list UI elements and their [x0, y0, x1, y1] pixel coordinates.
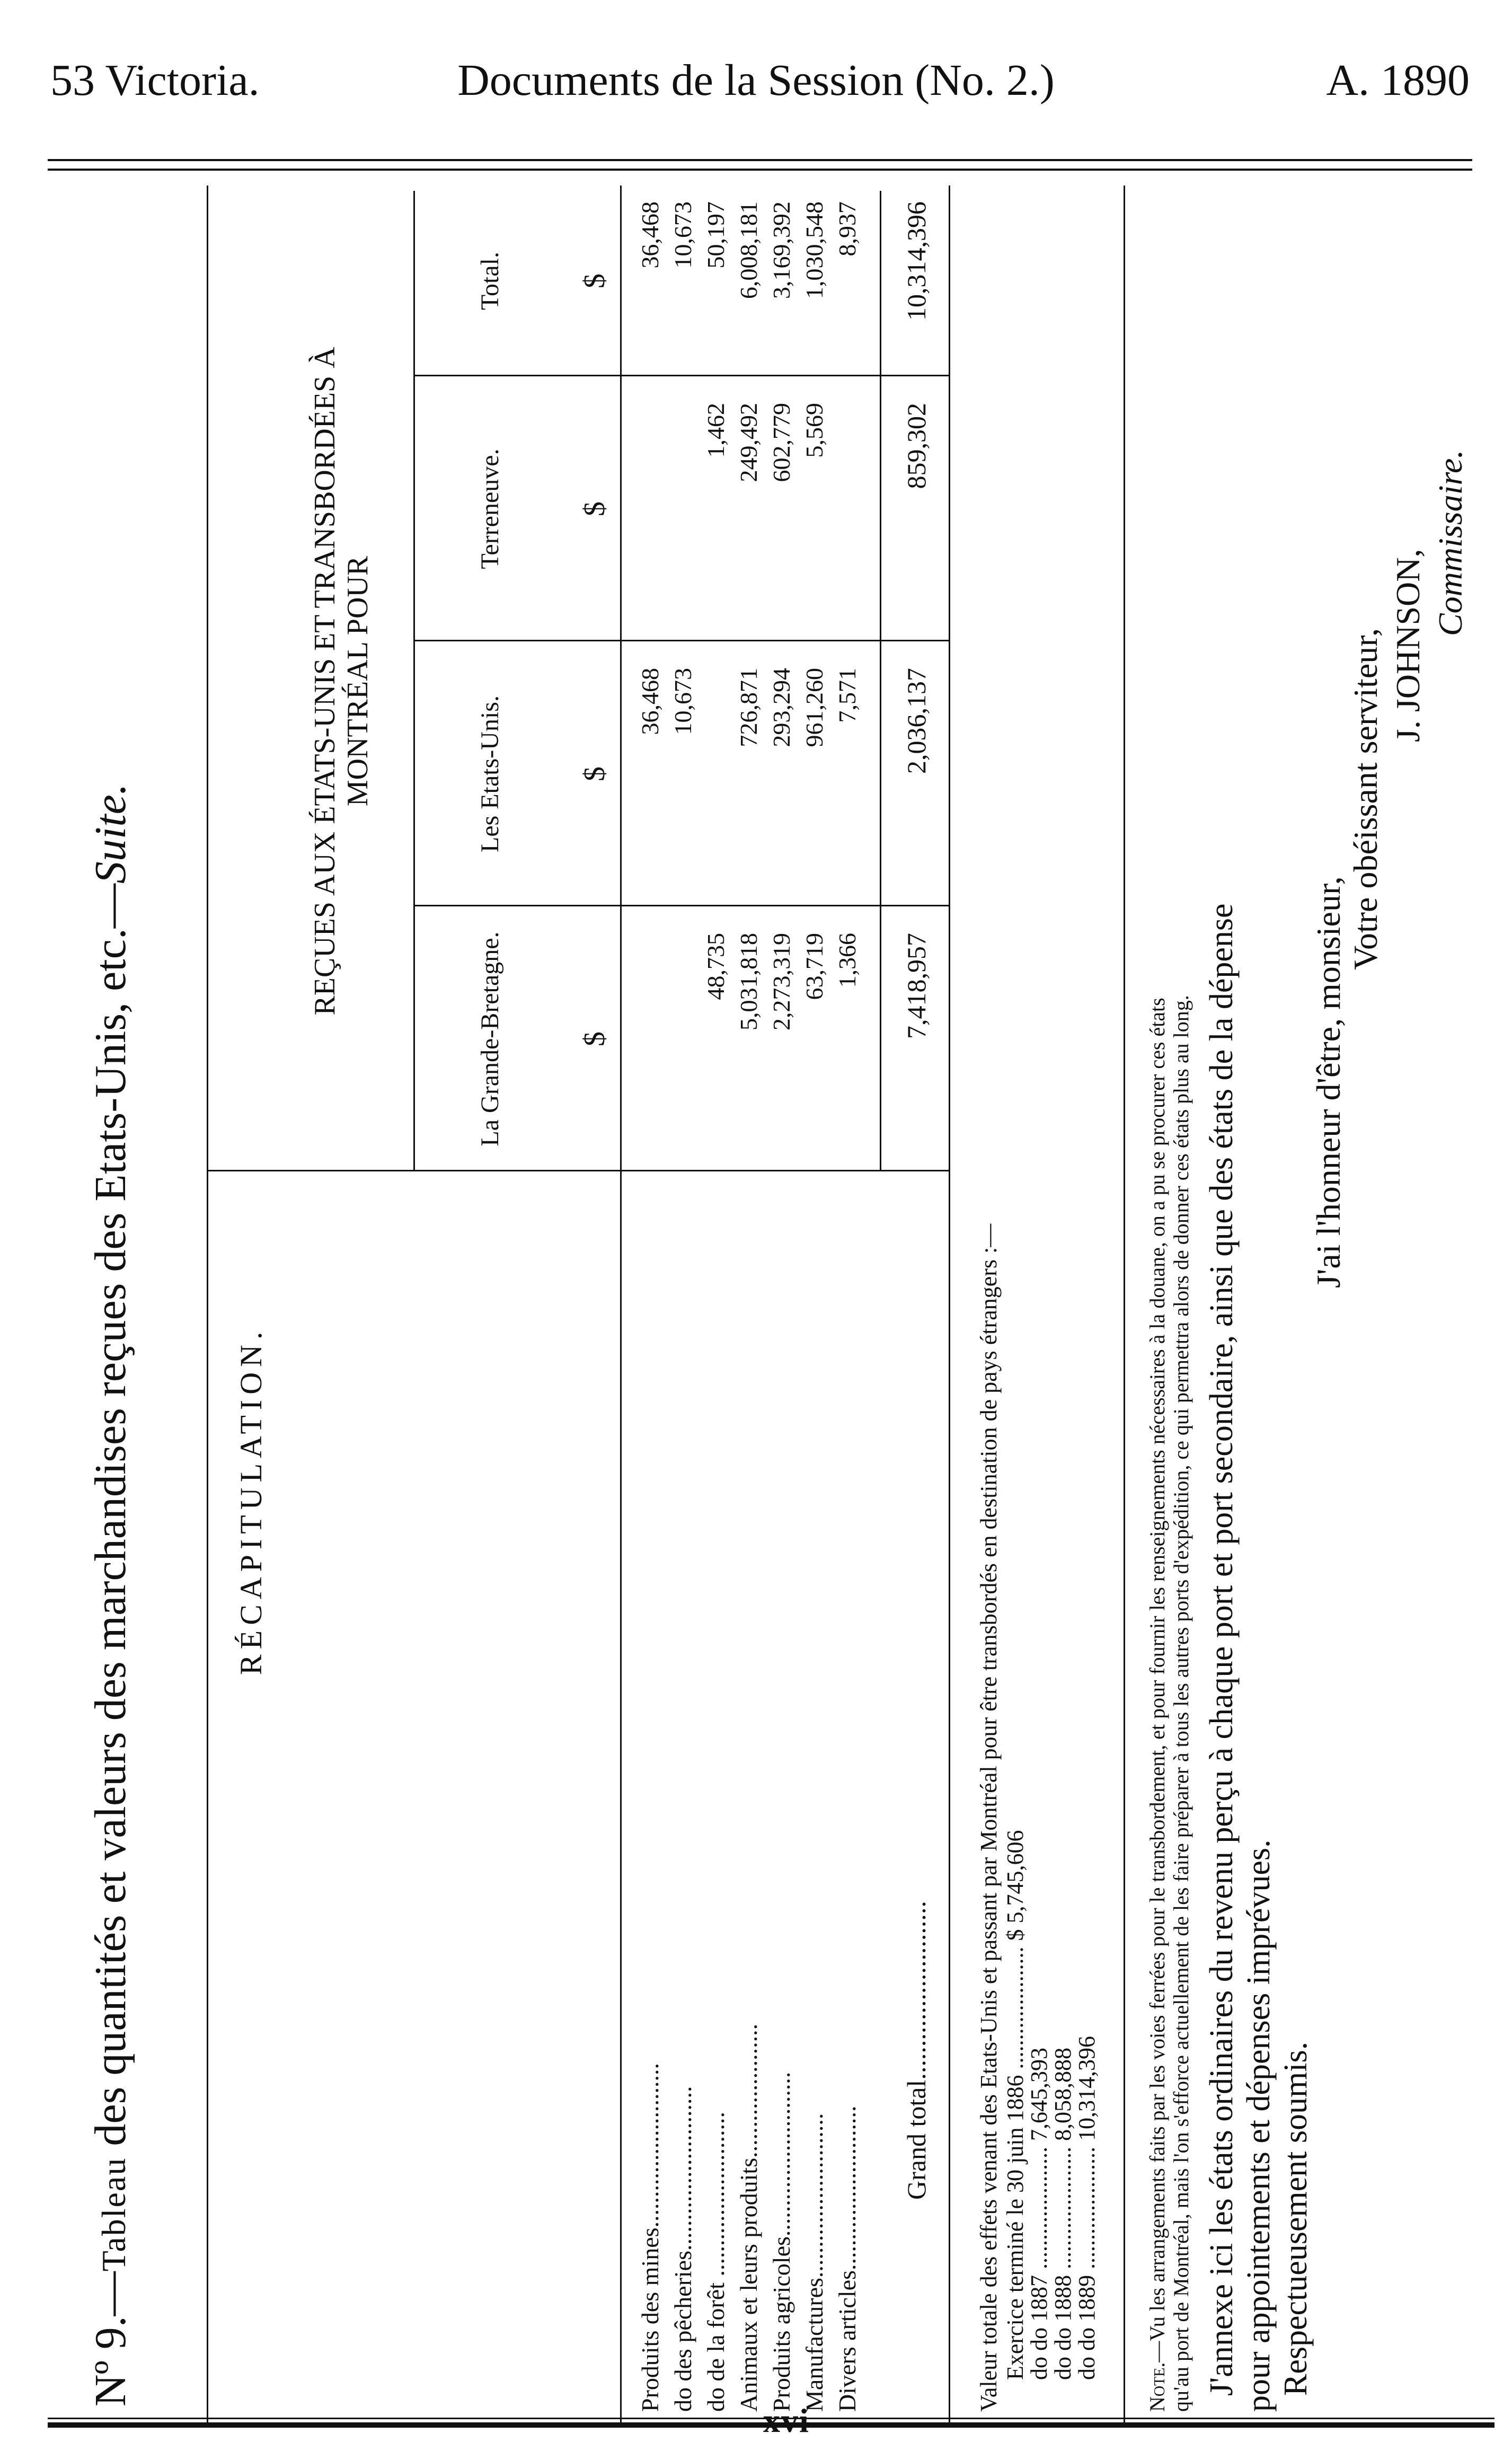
cell-gb: 5,031,818 [735, 933, 762, 1030]
group-header-line2: MONTRÉAL POUR [341, 556, 374, 807]
currency-us: $ [578, 766, 611, 781]
annex-line-1: J'annexe ici les états ordinaires du revenu perçu à chaque port et port secondaire, ainsi que des états de la dépense [1204, 903, 1240, 2396]
annex-line-2: pour appointements et dépenses imprévues. [1241, 1839, 1277, 2412]
summary-label: do do 1887 ..................... [1026, 2147, 1052, 2380]
summary-line-1888 [1049, 2048, 1076, 2380]
row-label: Animaux et leurs produits...................... [735, 2023, 762, 2412]
cell-total: 8,937 [834, 201, 861, 257]
row-label: do des pêcheries........................... [669, 2086, 696, 2412]
cell-us: 293,294 [768, 668, 795, 747]
summary-label: do do 1888 ..................... [1050, 2147, 1076, 2380]
cell-total: 3,169,392 [768, 201, 795, 299]
row-label: Produits agricoles........................... [768, 2071, 795, 2412]
summary-line-1887 [1025, 2048, 1053, 2380]
cell-gb: 2,273,319 [768, 933, 795, 1030]
cell-nf: 5,569 [801, 403, 828, 458]
column-header-nf: Terreneuve. [476, 448, 505, 569]
cell-total: 10,673 [669, 201, 696, 269]
column-header-us: Les Etats-Unis. [476, 695, 505, 852]
cell-nf: 249,492 [735, 403, 762, 482]
note-line-1 [1145, 998, 1170, 2412]
column-header-gb: La Grande-Bretagne. [476, 931, 505, 1147]
table-rule-bottom [949, 186, 950, 2428]
closing-salutation: J'ai l'honneur d'être, monsieur, [1310, 876, 1347, 1288]
title-prefix: Nº 9.— [86, 2271, 135, 2406]
col-rule-us [413, 640, 949, 641]
summary-value: 8,058,888 [1050, 2048, 1076, 2141]
subtotal-rule [880, 191, 881, 1171]
summary-line-1889 [1073, 2036, 1100, 2380]
cell-total: 1,030,548 [801, 201, 828, 299]
cell-gb: 1,366 [834, 933, 861, 988]
group-header-rule [413, 191, 415, 1171]
table-rule-top [207, 186, 208, 2428]
title-main: des quantités et valeurs des marchandises reçues des Etats-Unis, etc.— [86, 884, 135, 2157]
grand-total-label: Grand total........................... [901, 1901, 931, 2200]
cell-total: 6,008,181 [735, 201, 762, 299]
row-label: Divers articles........................... [834, 2105, 861, 2412]
cell-us: 7,571 [834, 668, 861, 723]
header-rule-double [48, 169, 1472, 171]
summary-label: Exercice terminé le 30 juin 1886 ..................... [1002, 1946, 1028, 2380]
note-label: Note. [1145, 2362, 1169, 2412]
annex-line-3: Respectueusement soumis. [1278, 2041, 1314, 2396]
running-header-volume: 53 Victoria. [50, 56, 260, 105]
cell-total: 36,468 [636, 201, 664, 269]
signature-name: J. JOHNSON, [1389, 549, 1427, 742]
note-line-2: qu'au port de Montréal, mais l'on s'efforce actuellement de les faire préparer à tous les autres ports d'expédition, ce qui permettra alors de donner ces états plus au long. [1169, 995, 1193, 2412]
cell-us: 961,260 [801, 668, 828, 747]
cell-nf: 602,779 [768, 403, 795, 482]
grand-total-us: 2,036,137 [901, 668, 931, 774]
signature-title: Commissaire. [1431, 449, 1469, 636]
closing-servant: Votre obéissant serviteur, [1347, 628, 1384, 970]
running-header-title: Documents de la Session (No. 2.) [457, 56, 1055, 105]
col-rule-gb [413, 905, 949, 906]
cell-gb: 48,735 [702, 933, 729, 1000]
cell-gb: 63,719 [801, 933, 828, 1000]
row-label: do de la forêt ........................... [702, 2112, 729, 2412]
title-smallcaps: Tableau [95, 2157, 132, 2272]
table-header-rule [620, 186, 622, 2428]
table-title [85, 783, 136, 2406]
col-rule-nf [413, 375, 949, 376]
header-rule [48, 159, 1472, 161]
grand-total-total: 10,314,396 [901, 201, 931, 321]
currency-gb: $ [578, 1031, 611, 1046]
group-header [276, 191, 408, 1171]
thick-top-rule [48, 2422, 1495, 2428]
rotated-page-body [48, 186, 1495, 2428]
summary-value: 10,314,396 [1074, 2036, 1100, 2141]
cell-total: 50,197 [702, 201, 729, 269]
currency-total: $ [578, 274, 611, 288]
summary-line-1886 [1002, 1830, 1029, 2380]
summary-value: $ 5,745,606 [1002, 1830, 1028, 1941]
grand-total-gb: 7,418,957 [901, 933, 931, 1039]
group-header-line1: REÇUES AUX ÉTATS-UNIS ET TRANSBORDÉES À [308, 347, 342, 1016]
row-label: Manufactures........................... [801, 2113, 828, 2412]
title-suffix: Suite. [86, 783, 135, 884]
running-header-year: A. 1890 [1326, 56, 1470, 105]
thin-top-rule [48, 2418, 1495, 2419]
summary-intro: Valeur totale des effets venant des Etats-Unis et passant par Montréal pour être transbordés en destination de pays étrangers :— [976, 1223, 1002, 2412]
currency-nf: $ [578, 501, 611, 516]
note-text-1: —Vu les arrangements faits par les voies ferrées pour le transbordement, et pour fournir les renseignements nécessaires à la douane, on a pu se procurer ces états [1145, 998, 1169, 2362]
recap-heading: RÉCAPITULATION. [234, 1326, 268, 1675]
row-label: Produits des mines........................... [636, 2062, 664, 2412]
cell-us: 10,673 [669, 668, 696, 735]
summary-label: do do 1889 ..................... [1074, 2147, 1100, 2380]
cell-us: 36,468 [636, 668, 664, 735]
summary-rule [1124, 186, 1125, 2428]
summary-value: 7,645,393 [1026, 2048, 1052, 2141]
cell-nf: 1,462 [702, 403, 729, 458]
grand-total-nf: 859,302 [901, 403, 931, 489]
page-number: xvi [763, 2402, 810, 2439]
cell-us: 726,871 [735, 668, 762, 747]
column-header-total: Total. [476, 252, 505, 310]
